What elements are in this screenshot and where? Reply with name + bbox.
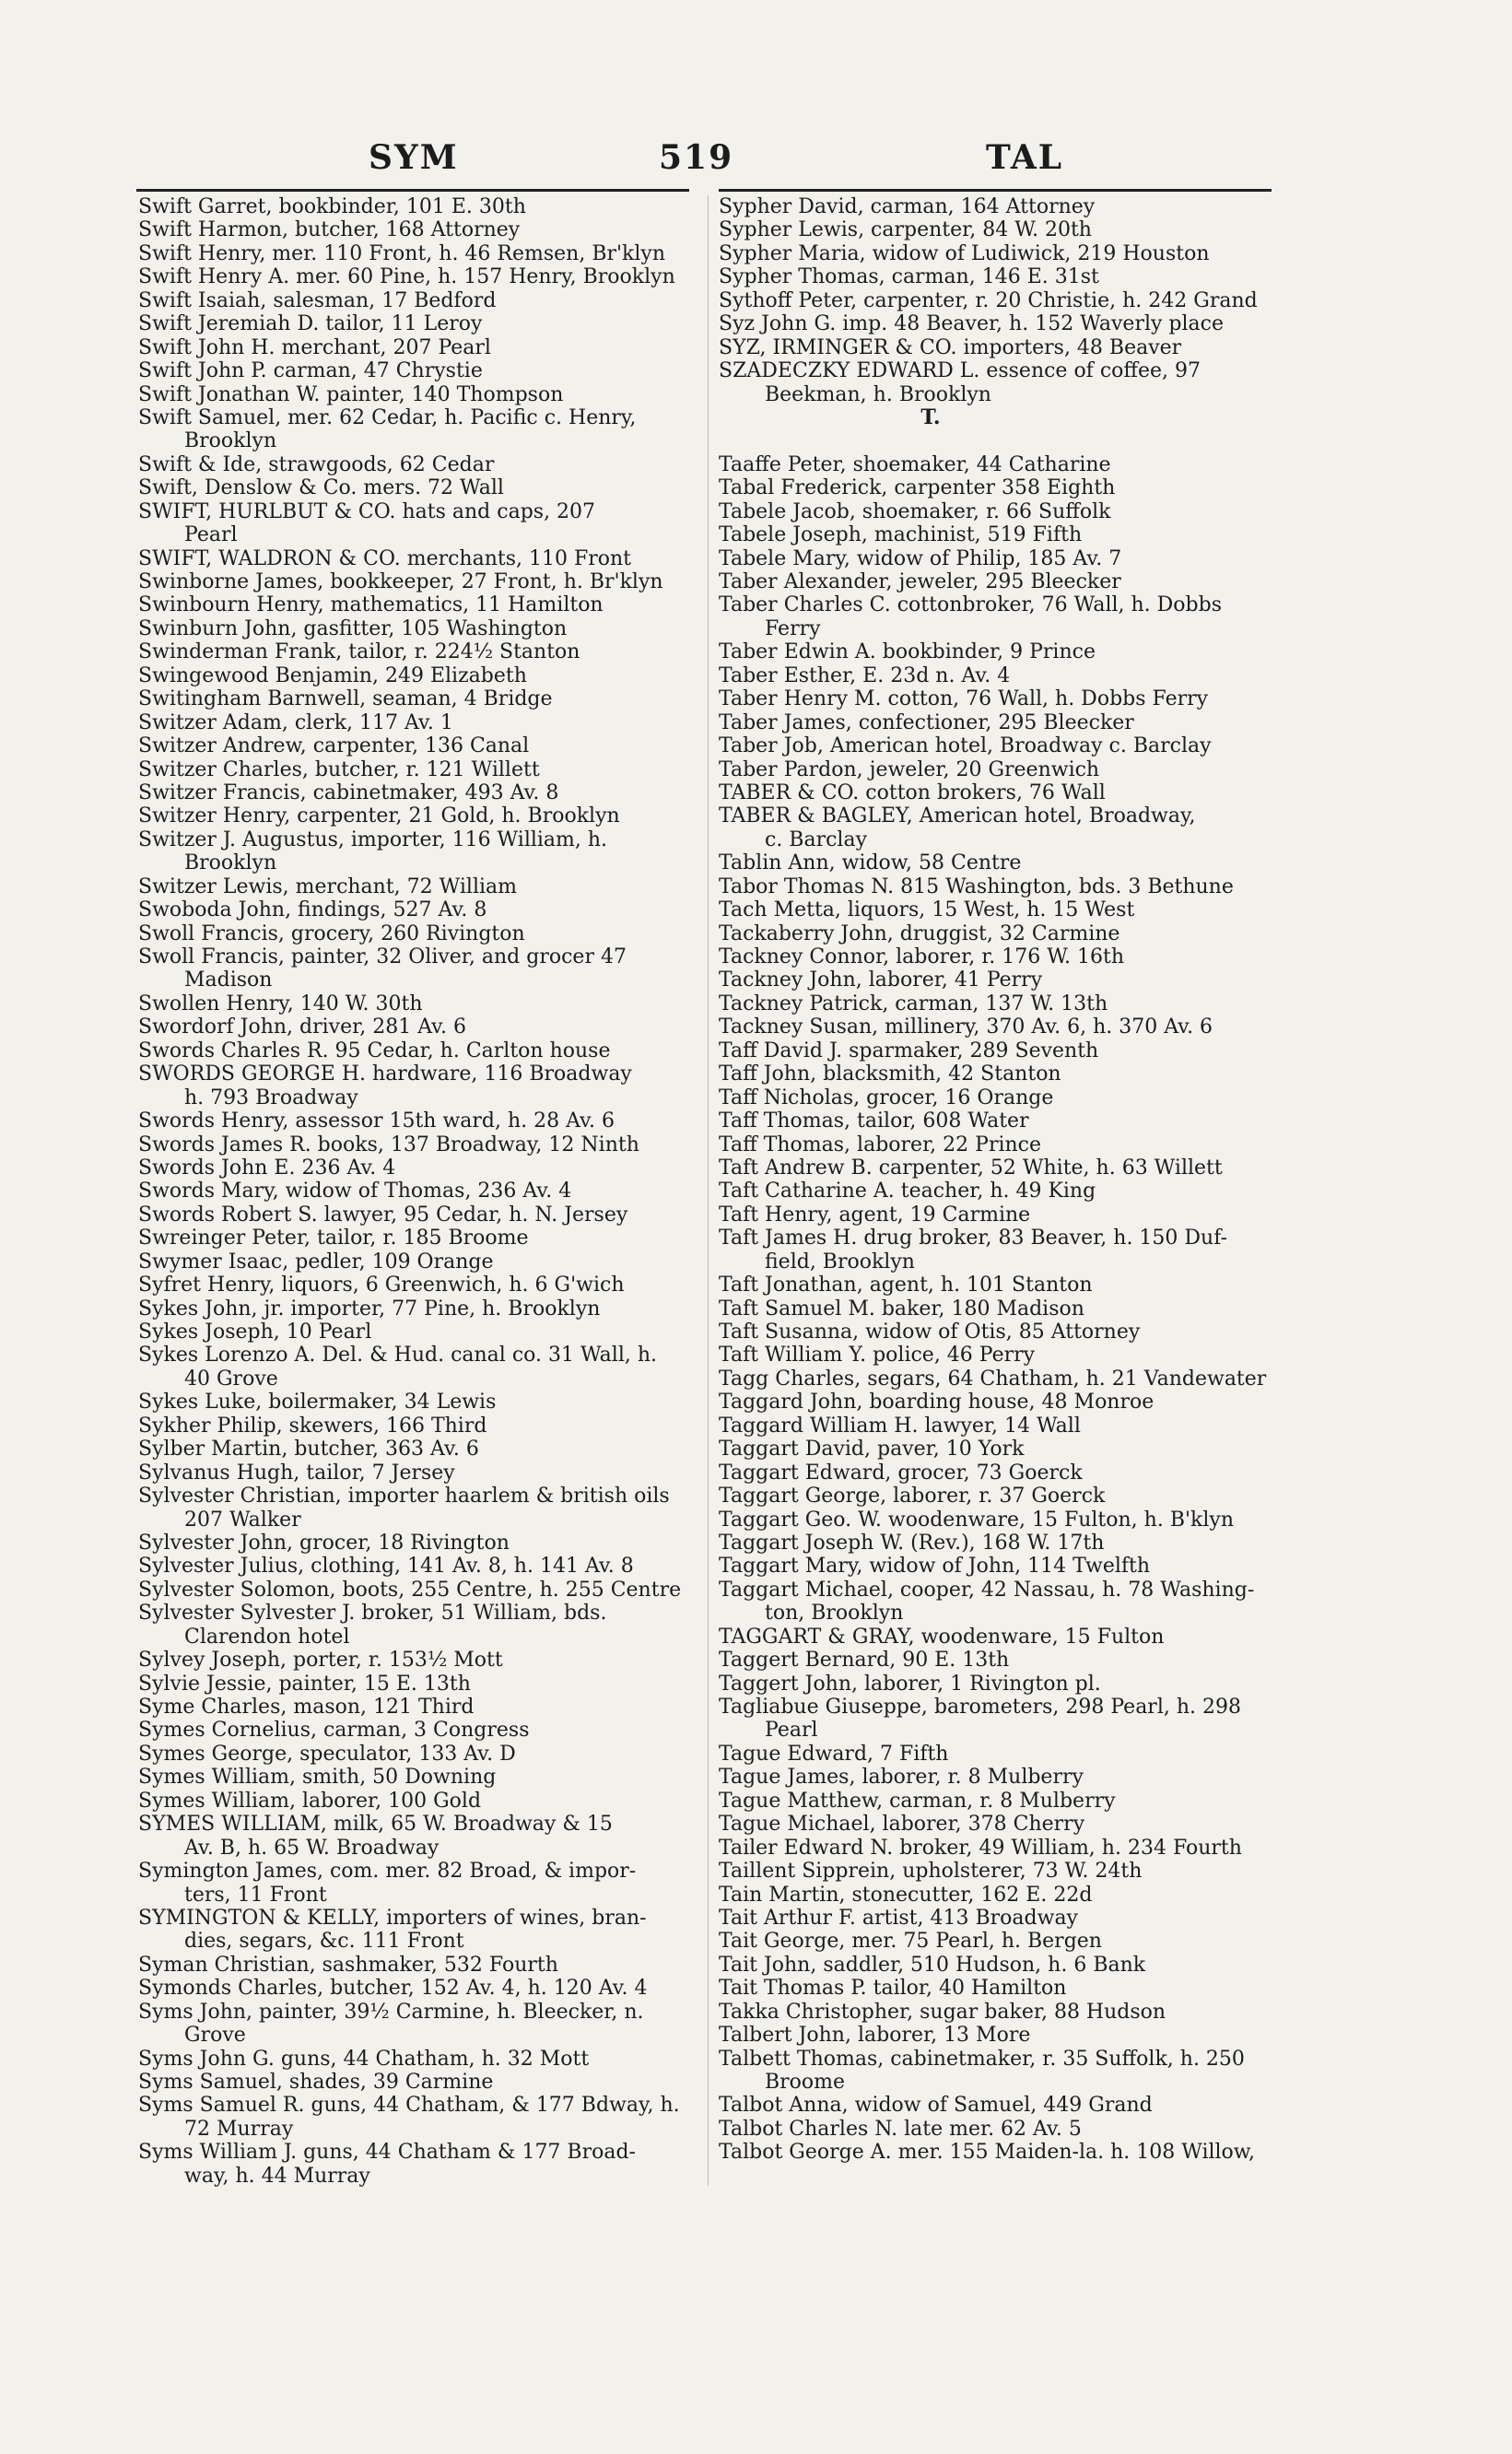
directory-line: Symes Cornelius, carman, 3 Congress (138, 1719, 530, 1743)
directory-line: Taber Edwin A. bookbinder, 9 Prince (719, 640, 1096, 664)
directory-line: Swinburn John, gasfitter, 105 Washington (138, 616, 568, 640)
column-divider (708, 195, 709, 2186)
directory-line: Swift Samuel, mer. 62 Cedar, h. Pacific c. Henry, (138, 405, 637, 429)
directory-line: Taggart Joseph W. (Rev.), 168 W. 17th (719, 1531, 1105, 1555)
directory-line: SZADECZKY EDWARD L. essence of coffee, 97 (719, 359, 1201, 383)
directory-line: Sykes John, jr. importer, 77 Pine, h. Brooklyn (138, 1297, 601, 1321)
directory-line: Taggart Mary, widow of John, 114 Twelfth (719, 1555, 1151, 1579)
directory-line: Sykher Philip, skewers, 166 Third (138, 1414, 487, 1438)
directory-line: Talbot Charles N. late mer. 62 Av. 5 (719, 2117, 1082, 2141)
directory-line: Syms John G. guns, 44 Chatham, h. 32 Mott (138, 2047, 590, 2071)
directory-line: h. 793 Broadway (184, 1086, 358, 1110)
directory-line: Tabele Joseph, machinist, 519 Fifth (719, 523, 1083, 547)
directory-line: ters, 11 Front (184, 1883, 327, 1907)
directory-line: Swymer Isaac, pedler, 109 Orange (138, 1250, 494, 1274)
directory-line: Taaffe Peter, shoemaker, 44 Catharine (719, 452, 1111, 476)
directory-line: Taff David J. sparmaker, 289 Seventh (719, 1039, 1099, 1063)
directory-line: Symes George, speculator, 133 Av. D (138, 1742, 516, 1766)
directory-line: Swreinger Peter, tailor, r. 185 Broome (138, 1227, 529, 1250)
directory-line: Tait Thomas P. tailor, 40 Hamilton (719, 1977, 1067, 2001)
directory-line: Syms Samuel, shades, 39 Carmine (138, 2071, 494, 2094)
directory-line: Tabal Frederick, carpenter 358 Eighth (719, 476, 1116, 500)
directory-line: Taber Pardon, jeweler, 20 Greenwich (719, 757, 1100, 781)
directory-line: Av. B, h. 65 W. Broadway (184, 1836, 440, 1860)
directory-line: Taft Andrew B. carpenter, 52 White, h. 63 Willett (719, 1156, 1223, 1180)
directory-line: Taff John, blacksmith, 42 Stanton (719, 1063, 1061, 1086)
directory-line: c. Barclay (765, 828, 868, 851)
directory-line: Grove (184, 2024, 246, 2048)
directory-line: Swingewood Benjamin, 249 Elizabeth (138, 663, 527, 687)
directory-line: Taft William Y. police, 46 Perry (719, 1344, 1036, 1368)
directory-line: Syfret Henry, liquors, 6 Greenwich, h. 6 G'wich (138, 1274, 625, 1297)
directory-line: Tabele Mary, widow of Philip, 185 Av. 7 (719, 546, 1122, 570)
running-head-right: TAL (986, 138, 1064, 177)
directory-line: Taft Henry, agent, 19 Carmine (719, 1203, 1031, 1227)
directory-line: TAGGART & GRAY, woodenware, 15 Fulton (719, 1625, 1165, 1649)
running-head-left: SYM (369, 138, 459, 177)
directory-line: Tait George, mer. 75 Pearl, h. Bergen (719, 1930, 1102, 1954)
directory-line: Sypher David, carman, 164 Attorney (719, 195, 1096, 218)
directory-line: Tain Martin, stonecutter, 162 E. 22d (719, 1883, 1093, 1907)
directory-line: Swift Garret, bookbinder, 101 E. 30th (138, 195, 526, 218)
directory-line: Tackney Patrick, carman, 137 W. 13th (719, 992, 1108, 1016)
directory-line: Tait Arthur F. artist, 413 Broadway (719, 1906, 1078, 1930)
directory-line: Talbot George A. mer. 155 Maiden-la. h. 108 Willow, (719, 2141, 1256, 2165)
directory-line: Swift, Denslow & Co. mers. 72 Wall (138, 476, 504, 500)
directory-line: Taft James H. drug broker, 83 Beaver, h. 150 Duf- (719, 1227, 1228, 1250)
directory-line: Tagg Charles, segars, 64 Chatham, h. 21 Vandewater (719, 1367, 1267, 1391)
directory-line: Sykes Lorenzo A. Del. & Hud. canal co. 31 Wall, h. (138, 1344, 658, 1368)
directory-line: Brooklyn (184, 429, 277, 453)
directory-line: Syms William J. guns, 44 Chatham & 177 Broad- (138, 2141, 636, 2165)
directory-line: Taggart George, laborer, r. 37 Goerck (719, 1485, 1106, 1509)
directory-line: Swift Henry, mer. 110 Front, h. 46 Remsen, Br'klyn (138, 241, 666, 265)
directory-line: Swords John E. 236 Av. 4 (138, 1156, 396, 1180)
directory-line: SYMINGTON & KELLY, importers of wines, bran- (138, 1906, 647, 1930)
directory-line: Switzer Francis, cabinetmaker, 493 Av. 8 (138, 781, 559, 804)
directory-line: Sylvester Julius, clothing, 141 Av. 8, h. 141 Av. 8 (138, 1555, 634, 1579)
directory-line: Taber Charles C. cottonbroker, 76 Wall, h. Dobbs (719, 593, 1223, 617)
directory-line: SWIFT, HURLBUT & CO. hats and caps, 207 (138, 499, 596, 523)
header-rule-left (136, 189, 689, 192)
directory-line: Taft Catharine A. teacher, h. 49 King (719, 1180, 1096, 1204)
directory-line: Clarendon hotel (184, 1625, 350, 1649)
directory-line: Syms Samuel R. guns, 44 Chatham, & 177 Bdway, h. (138, 2094, 680, 2118)
directory-line: Taber Henry M. cotton, 76 Wall, h. Dobbs Ferry (719, 687, 1209, 711)
directory-line: ton, Brooklyn (765, 1602, 904, 1626)
directory-line: Tague Matthew, carman, r. 8 Mulberry (719, 1789, 1116, 1813)
directory-line: Tabor Thomas N. 815 Washington, bds. 3 Bethune (719, 875, 1234, 898)
directory-line: Tague Edward, 7 Fifth (719, 1742, 949, 1766)
directory-line: Taff Nicholas, grocer, 16 Orange (719, 1086, 1054, 1110)
directory-line: Taggart Geo. W. woodenware, 15 Fulton, h. B'klyn (719, 1508, 1235, 1532)
directory-line: Taff Thomas, laborer, 22 Prince (719, 1133, 1042, 1157)
directory-line: Taillent Sipprein, upholsterer, 73 W. 24th (719, 1860, 1143, 1884)
directory-line: Sylber Martin, butcher, 363 Av. 6 (138, 1438, 479, 1462)
directory-line: dies, segars, &c. 111 Front (184, 1930, 464, 1954)
directory-line: Swift John H. merchant, 207 Pearl (138, 335, 491, 359)
directory-line: Tabele Jacob, shoemaker, r. 66 Suffolk (719, 499, 1111, 523)
directory-line: Swinborne James, bookkeeper, 27 Front, h. Br'klyn (138, 570, 663, 593)
directory-line: Swinderman Frank, tailor, r. 224½ Stanton (138, 640, 580, 664)
directory-line: Switzer Henry, carpenter, 21 Gold, h. Brooklyn (138, 804, 620, 828)
directory-line: Switingham Barnwell, seaman, 4 Bridge (138, 687, 553, 711)
directory-line: Tait John, saddler, 510 Hudson, h. 6 Bank (719, 1953, 1146, 1977)
directory-line: Broome (765, 2071, 846, 2094)
directory-line: Sythoff Peter, carpenter, r. 20 Christie, h. 242 Grand (719, 288, 1258, 312)
directory-line: 72 Murray (184, 2117, 294, 2141)
directory-line: Swordorf John, driver, 281 Av. 6 (138, 1016, 466, 1039)
directory-line: Taber Job, American hotel, Broadway c. Barclay (719, 734, 1212, 758)
directory-line: 40 Grove (184, 1367, 278, 1391)
directory-line: Swift & Ide, strawgoods, 62 Cedar (138, 452, 495, 476)
directory-line: Taber Esther, E. 23d n. Av. 4 (719, 663, 1011, 687)
directory-line: Sypher Maria, widow of Ludiwick, 219 Houston (719, 241, 1210, 265)
directory-line: Taft Samuel M. baker, 180 Madison (719, 1297, 1084, 1321)
directory-line: Switzer Charles, butcher, r. 121 Willett (138, 757, 540, 781)
directory-line: Symington James, com. mer. 82 Broad, & impor- (138, 1860, 637, 1884)
directory-line: Taggart David, paver, 10 York (719, 1438, 1025, 1462)
directory-line: SWORDS GEORGE H. hardware, 116 Broadway (138, 1063, 632, 1086)
directory-line: Tackney Susan, millinery, 370 Av. 6, h. 370 Av. 6 (719, 1016, 1213, 1039)
directory-line: Sykes Luke, boilermaker, 34 Lewis (138, 1391, 497, 1415)
directory-line: Swift Jeremiah D. tailor, 11 Leroy (138, 312, 483, 336)
directory-line: Swift John P. carman, 47 Chrystie (138, 359, 483, 383)
directory-line: Tailer Edward N. broker, 49 William, h. 234 Fourth (719, 1836, 1242, 1860)
directory-line: Talbot Anna, widow of Samuel, 449 Grand (719, 2094, 1153, 2118)
directory-line: Swords Robert S. lawyer, 95 Cedar, h. N. Jersey (138, 1203, 628, 1227)
directory-line: Sylvanus Hugh, tailor, 7 Jersey (138, 1461, 455, 1485)
directory-line: Tague Michael, laborer, 378 Cherry (719, 1813, 1085, 1837)
directory-line: Tackaberry John, druggist, 32 Carmine (719, 922, 1120, 945)
directory-line: Swoboda John, findings, 527 Av. 8 (138, 898, 487, 922)
directory-line: Taber Alexander, jeweler, 295 Bleecker (719, 570, 1121, 593)
directory-line: Taggert John, laborer, 1 Rivington pl. (719, 1672, 1101, 1696)
page-number: 519 (659, 138, 734, 177)
directory-line: Switzer Adam, clerk, 117 Av. 1 (138, 710, 453, 734)
directory-line: Sykes Joseph, 10 Pearl (138, 1321, 372, 1344)
directory-line: Talbert John, laborer, 13 More (719, 2024, 1031, 2048)
directory-line: Takka Christopher, sugar baker, 88 Hudson (719, 2000, 1166, 2024)
directory-line: way, h. 44 Murray (184, 2164, 370, 2188)
directory-line: Swollen Henry, 140 W. 30th (138, 992, 423, 1016)
directory-line: Beekman, h. Brooklyn (765, 382, 991, 406)
directory-line: Swift Isaiah, salesman, 17 Bedford (138, 288, 497, 312)
directory-line: Talbett Thomas, cabinetmaker, r. 35 Suffolk, h. 250 (719, 2047, 1245, 2071)
directory-line: Taggart Edward, grocer, 73 Goerck (719, 1461, 1083, 1485)
directory-line (719, 429, 1290, 452)
directory-line: Sylvie Jessie, painter, 15 E. 13th (138, 1672, 471, 1696)
directory-line: Swords Henry, assessor 15th ward, h. 28 Av. 6 (138, 1110, 615, 1133)
directory-line: SYMES WILLIAM, milk, 65 W. Broadway & 15 (138, 1813, 613, 1837)
header-rule-right (719, 189, 1272, 192)
directory-line: Sylvester John, grocer, 18 Rivington (138, 1531, 510, 1555)
directory-line: Syme Charles, mason, 121 Third (138, 1696, 475, 1719)
directory-line: Syz John G. imp. 48 Beaver, h. 152 Waverly place (719, 312, 1225, 336)
directory-line: Swoll Francis, painter, 32 Oliver, and grocer 47 (138, 945, 627, 969)
directory-line: Swift Harmon, butcher, 168 Attorney (138, 218, 521, 242)
directory-line: Brooklyn (184, 851, 277, 875)
directory-line: Switzer Lewis, merchant, 72 William (138, 875, 518, 898)
directory-line: Swift Henry A. mer. 60 Pine, h. 157 Henry, Brooklyn (138, 265, 675, 289)
directory-line: Syms John, painter, 39½ Carmine, h. Bleecker, n. (138, 2000, 644, 2024)
section-letter: T. (920, 405, 941, 429)
directory-line: Swoll Francis, grocery, 260 Rivington (138, 922, 525, 945)
directory-line: Pearl (765, 1719, 818, 1743)
directory-line: Sypher Lewis, carpenter, 84 W. 20th (719, 218, 1092, 242)
directory-line: Sylvester Sylvester J. broker, 51 William, bds. (138, 1602, 607, 1626)
directory-line: Symes William, smith, 50 Downing (138, 1766, 497, 1790)
directory-line: Swinbourn Henry, mathematics, 11 Hamilton (138, 593, 604, 617)
directory-line: Symes William, laborer, 100 Gold (138, 1789, 482, 1813)
directory-line: SWIFT, WALDRON & CO. merchants, 110 Front (138, 546, 632, 570)
directory-line: Pearl (184, 523, 238, 547)
directory-line: Sypher Thomas, carman, 146 E. 31st (719, 265, 1099, 289)
directory-line: Syman Christian, sashmaker, 532 Fourth (138, 1953, 558, 1977)
directory-line: TABER & BAGLEY, American hotel, Broadway, (719, 804, 1196, 828)
directory-line: Sylvey Joseph, porter, r. 153½ Mott (138, 1649, 503, 1673)
directory-line: Taggard William H. lawyer, 14 Wall (719, 1414, 1081, 1438)
directory-line: Swift Jonathan W. painter, 140 Thompson (138, 382, 564, 406)
directory-line: Tach Metta, liquors, 15 West, h. 15 West (719, 898, 1135, 922)
directory-line: Madison (184, 969, 273, 992)
directory-line: Tagliabue Giuseppe, barometers, 298 Pearl, h. 298 (719, 1696, 1241, 1719)
right-column (719, 195, 1290, 2165)
directory-line: Sylvester Solomon, boots, 255 Centre, h. 255 Centre (138, 1578, 682, 1602)
directory-line: Symonds Charles, butcher, 152 Av. 4, h. 120 Av. 4 (138, 1977, 648, 2001)
directory-line: Tablin Ann, widow, 58 Centre (719, 851, 1022, 875)
directory-line: TABER & CO. cotton brokers, 76 Wall (719, 781, 1106, 804)
directory-line: Switzer Andrew, carpenter, 136 Canal (138, 734, 530, 758)
directory-line: Taggard John, boarding house, 48 Monroe (719, 1391, 1155, 1415)
directory-line: Swords Mary, widow of Thomas, 236 Av. 4 (138, 1180, 572, 1204)
directory-line: Taggart Michael, cooper, 42 Nassau, h. 78 Washing- (719, 1578, 1255, 1602)
directory-line: Sylvester Christian, importer haarlem & british oils (138, 1485, 670, 1509)
directory-line: Swords Charles R. 95 Cedar, h. Carlton house (138, 1039, 611, 1063)
directory-line: Swords James R. books, 137 Broadway, 12 Ninth (138, 1133, 639, 1157)
directory-line: field, Brooklyn (765, 1250, 915, 1274)
directory-line: Taft Susanna, widow of Otis, 85 Attorney (719, 1321, 1141, 1344)
directory-line: Taft Jonathan, agent, h. 101 Stanton (719, 1274, 1093, 1297)
directory-line: Taber James, confectioner, 295 Bleecker (719, 710, 1134, 734)
directory-line: SYZ, IRMINGER & CO. importers, 48 Beaver (719, 335, 1182, 359)
directory-line: Tackney Connor, laborer, r. 176 W. 16th (719, 945, 1125, 969)
directory-line: Ferry (765, 616, 821, 640)
directory-line: Tackney John, laborer, 41 Perry (719, 969, 1043, 992)
left-column (138, 195, 702, 2188)
directory-line: Switzer J. Augustus, importer, 116 William, h. (138, 828, 608, 851)
directory-line: Taggert Bernard, 90 E. 13th (719, 1649, 1010, 1673)
directory-line: Taff Thomas, tailor, 608 Water (719, 1110, 1029, 1133)
directory-line: Tague James, laborer, r. 8 Mulberry (719, 1766, 1084, 1790)
directory-line: 207 Walker (184, 1508, 301, 1532)
